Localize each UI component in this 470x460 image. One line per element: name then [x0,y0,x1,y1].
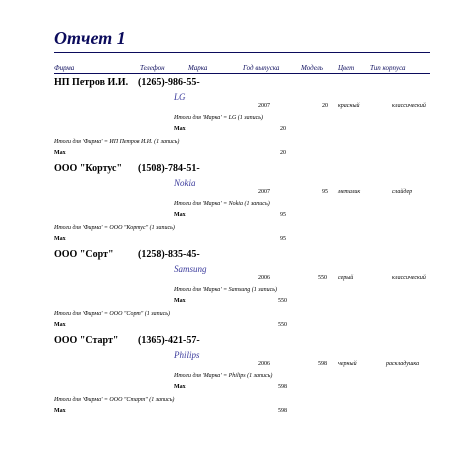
firm-total-note: Итоги для 'Фирма' = ООО "Старт" (1 запись) [54,397,175,403]
brand-max-label: Max [174,212,186,218]
col-header-firm: Фирма [54,64,75,72]
brand-name: LG [174,92,186,102]
model-value: 95 [322,189,328,195]
title-underline [54,52,430,53]
year-value: 2007 [258,189,270,195]
brand-max-value: 95 [280,212,286,218]
color-value: черный [338,361,357,367]
col-header-model: Модель [301,64,323,72]
col-header-phone: Телефон [140,64,165,72]
brand-name: Samsung [174,264,207,274]
firm-max-label: Max [54,150,66,156]
firm-phone: (1265)-986-55- [138,77,200,88]
case-value: классический [392,103,426,109]
color-value: металик [338,189,361,195]
firm-name: НП Петров И.И. [54,77,129,88]
model-value: 20 [322,103,328,109]
firm-max-value: 598 [278,408,287,414]
firm-total-note: Итоги для 'Фирма' = ИП Петров И.И. (1 запись) [54,139,180,145]
case-value: классический [392,275,426,281]
firm-max-value: 550 [278,322,287,328]
color-value: красный [338,103,360,109]
col-header-brand: Марка [188,64,208,72]
firm-max-value: 20 [280,150,286,156]
year-value: 2006 [258,275,270,281]
brand-max-label: Max [174,384,186,390]
col-header-color: Цвет [338,64,355,72]
firm-name: ООО "Кортус" [54,163,123,174]
firm-total-note: Итоги для 'Фирма' = ООО "Сорт" (1 запись) [54,311,170,317]
model-value: 598 [318,361,327,367]
case-value: раскладушка [386,361,420,367]
year-value: 2007 [258,103,270,109]
report-title: Отчет 1 [54,28,126,48]
firm-max-label: Max [54,322,66,328]
firm-phone: (1365)-421-57- [138,335,200,346]
brand-max-value: 20 [280,126,286,132]
firm-max-label: Max [54,236,66,242]
firm-total-note: Итоги для 'Фирма' = ООО "Кортус" (1 запись) [54,225,175,231]
brand-total-note: Итоги для 'Марка' = Nokia (1 запись) [174,201,270,207]
model-value: 550 [318,275,327,281]
firm-name: ООО "Сорт" [54,249,114,260]
year-value: 2006 [258,361,270,367]
brand-total-note: Итоги для 'Марка' = Samsung (1 запись) [174,287,278,293]
color-value: серый [338,275,354,281]
firm-max-label: Max [54,408,66,414]
case-value: слайдер [392,189,413,195]
firm-phone: (1508)-784-51- [138,163,200,174]
brand-name: Philips [174,350,200,360]
brand-max-value: 550 [278,298,287,304]
col-header-case: Тип корпуса [370,64,406,72]
brand-max-label: Max [174,298,186,304]
firm-name: ООО "Старт" [54,335,119,346]
brand-total-note: Итоги для 'Марка' = LG (1 запись) [174,115,264,121]
brand-total-note: Итоги для 'Марка' = Philips (1 запись) [174,373,273,379]
col-header-year: Год выпуска [243,64,280,72]
brand-name: Nokia [174,178,196,188]
firm-phone: (1258)-835-45- [138,249,200,260]
brand-max-value: 598 [278,384,287,390]
header-underline [54,73,430,74]
brand-max-label: Max [174,126,186,132]
firm-max-value: 95 [280,236,286,242]
